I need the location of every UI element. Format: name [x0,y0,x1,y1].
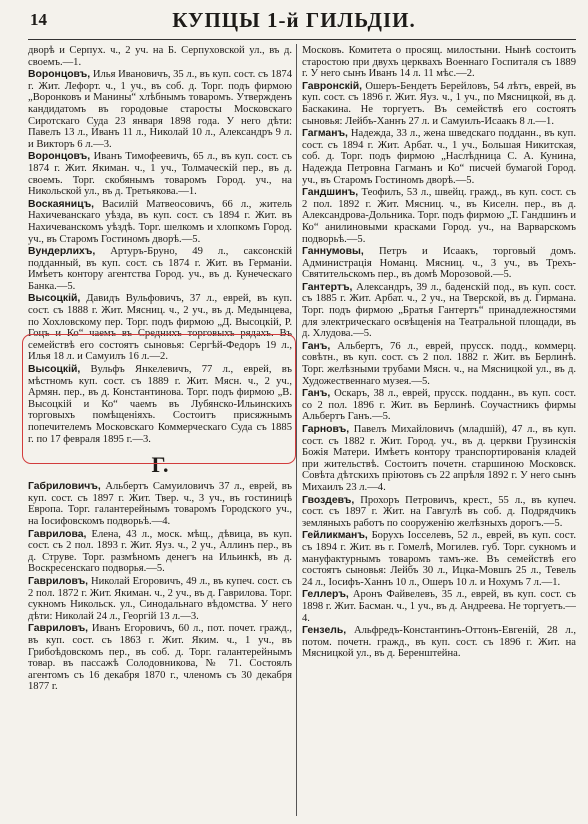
highlight-box [22,334,296,464]
entry-text: Петръ и Исаакъ, торговый домъ. Администрація Номанц. Мясниц. ч., 3 уч., въ Трехъ-Святительскомъ пер., въ домѣ Морозовой.—5. [302,246,576,281]
entry-surname: Гавронскій, [302,80,363,92]
directory-entry [302,128,576,186]
directory-entry [302,424,576,494]
entry-surname: Высоцкій, [28,364,81,376]
entry-surname: Ганъ, [302,340,331,352]
entry-surname: Гантертъ, [302,281,353,293]
directory-entry [28,45,292,68]
entry-surname: Вундерлихъ, [28,246,96,258]
entry-text: Московъ. Комитета о просящ. милостыни. Нынѣ состоитъ старостою при двухъ церквахъ Военнаго Госпиталя съ 1889 г. У него сынъ Иванъ 14 л. 11 мѣс.—2. [302,45,576,80]
entry-text: Елена, 43 л., моск. мѣщ., дѣвица, въ куп. сост. съ 2 пол. 1893 г. Жит. Яуз. ч., 2 уч., Аллинъ пер., въ д. Струве. Торг. размѣномъ денегъ на Ильинкѣ, въ д. Воскресенскаго подворья.—5. [28,528,292,575]
entry-surname: Гейликманъ, [302,530,368,542]
section-letter-heading: Г. [151,452,169,478]
entry-surname: Ганъ, [302,388,331,400]
entry-text: Василій Матвеосовичъ, 66 л., житель Нахичеванскаго уѣзда, въ куп. сост. съ 1894 г. Жит. въ Нахичеванскомъ уѣздѣ. Торг. шелкомъ и хлопкомъ Город. уч., въ Старомъ Гостиномъ дворѣ.—5. [28,198,292,245]
entry-text: Илья Ивановичъ, 35 л., въ куп. сост. съ 1874 г. Жит. Лефорт. ч., 1 уч., въ соб. д. Торг. подъ фирмою „Воронковъ и Манины“ хлѣбнымъ товаромъ. Утвержденъ кандидатомъ въ городовые старосты Московскаго Сиротскаго Суда 23 января 1898 года. У него дѣти: Павелъ 13 л., Иванъ 11 л., Николай 10 л., Александръ 9 л. и Викторъ 6 л.—3. [28,69,292,150]
directory-entry [28,246,292,292]
entry-text: Оскаръ, 38 л., еврей, прусск. подданн., въ куп. сост. со 2 пол. 1896 г. Жит. въ Берлинѣ. Соучастникъ фирмы Альбертъ Ганъ.—5. [302,388,576,423]
entry-surname: Гарновъ, [302,424,350,435]
entry-text: Альбертъ, 76 л., еврей, прусск. подд., коммерц. совѣтн., въ куп. сост. съ 2 пол. 1882 г. Жит. въ Берлинѣ. Торг. желѣзными трубами Мясн. ч., на Мясницкой ул., въ д. Художественнаго музея.—5. [302,340,576,387]
directory-entry [28,151,292,197]
entry-surname: Воскаяницъ, [28,198,95,210]
entry-text: Борухъ Іосселевъ, 52 л., еврей, въ куп. сост. съ 1894 г. Жит. въ г. Гомелѣ, Могилев. губ. Торг. сукномъ и мануфактурнымъ товаромъ тамъ-же. Въ семействѣ его состоятъ сыновья: Лейбъ 30 л., Ицка-Мовшъ 25 л., Тевель 24 л., Іосифъ-Ханнъ 10 л., Ошеръ 10 л. и Нохумъ 7 л.—1. [302,530,576,588]
entry-text: дворѣ и Серпух. ч., 2 уч. на Б. Серпуховской ул., въ д. своемъ.—1. [28,45,292,68]
entry-text: Павелъ Михайловичъ (младшій), 47 л., въ куп. сост. съ 1882 г. Жит. Город. уч., въ д. церкви Грузинскія Божія Матери. Имѣетъ контору транспортированія кладей при жительствѣ. Состоитъ почетн. старшиною Московск. Совѣта дѣтскихъ пріютовъ съ 22 апрѣля 1892 г. У него сынъ Михаилъ 23 л.—4. [302,424,576,493]
page-title: КУПЦЫ 1-й ГИЛЬДІИ. [172,8,416,32]
directory-entry [302,388,576,423]
directory-entry [28,623,292,693]
directory-entry [302,81,576,127]
page-number: 14 [30,10,47,29]
entry-text: Аронъ Файвелевъ, 35 л., еврей, въ куп. сост. съ 1898 г. Жит. Басман. ч., 1 уч., въ д. Андреева. Не торгуетъ.—4. [302,589,576,624]
entry-surname: Гагманъ, [302,128,348,140]
entry-text: Прохоръ Петровичъ, крест., 55 л., въ купеч. сост. съ 1897 г. Жит. на Гавгулѣ въ соб. д. Подрядчикъ земляныхъ работъ по сооруженію желѣзныхъ дорогъ.—5. [302,494,576,529]
directory-entry [302,45,576,80]
directory-entry [302,589,576,624]
entry-text: Александръ, 39 л., баденскій под., въ куп. сост. съ 1885 г. Жит. Арбат. ч., 2 уч., на Тверской, въ д. Гирмана. Торг. подъ фирмою „Братья Гантертъ“ принадлежностями для электрическаго освѣщенія на Театральной площади, въ д. Хлудова.—5. [302,281,576,340]
entry-surname: Гензель, [302,625,347,637]
entry-surname: Геллеръ, [302,589,349,601]
entry-text: Иванъ Тимофеевичъ, 65 л., въ куп. сост. съ 1874 г. Жит. Якиман. ч., 1 уч., Толмаческій пер., въ д. своемъ. Торг. скобянымъ товаромъ Город. уч., на Никольской ул., въ д. Третьякова.—1. [28,151,292,198]
right-column [302,45,576,824]
entry-surname: Высоцкій, [28,293,81,305]
entry-surname: Гавриловъ, [28,623,89,635]
entry-surname: Габриловичъ, [28,481,101,493]
entry-text: Теофилъ, 53 л., швейц. гражд., въ куп. сост. съ 2 пол. 1892 г. Жит. Мясниц. ч., въ Киселн. пер., въ д. Александрова-Дольника. Торг. подъ фирмою „Т. Гандшинъ и Ко“ анилиновыми красками Город. уч., на Варварскомъ подворьѣ.—5. [302,187,576,245]
entry-text: Иванъ Егоровичъ, 60 л., пот. почет. гражд., въ куп. сост. съ 1863 г. Жит. Яким. ч., 1 уч., въ Грибоѣдовскомъ пер., въ соб. д. Торг. галантерейнымъ товар. въ пассажѣ Солодовникова, № 71. Состоялъ агентомъ съ 16 декабря 1870 г., членомъ съ 30 декабря 1877 г. [28,623,292,693]
entry-text: Альфредъ-Константинъ-Оттонъ-Евгеній, 28 л., потом. почетн. гражд., въ куп. сост. съ 1896 г. Жит. на Мясницкой ул., въ д. Беренштейна. [302,625,576,660]
entry-surname: Воронцовъ, [28,151,91,163]
entry-surname: Ганнумовы, [302,246,364,258]
entry-surname: Гаврилова, [28,528,87,540]
entry-surname: Гандшинъ, [302,187,359,199]
entry-surname: Гавриловъ, [28,575,89,587]
entry-text: Давидъ Вульфовичъ, 37 л., еврей, въ куп. сост. съ 1888 г. Жит. Мясниц. ч., 2 уч., въ д. Медынцева, по Хохловскому пер. Торг. подъ фирмою „Д. Высоцкій, Р. Гоцъ и Ко“ чаемъ въ Среднихъ торговыхъ рядахъ. Въ семействѣ его состоятъ сыновья: Сергѣй-Федоръ 19 л., Илья 18 л. и Самуилъ 16 л.—2. [28,293,292,363]
entry-text: Николай Егоровичъ, 49 л., въ купеч. сост. съ 2 пол. 1872 г. Жит. Якиман. ч., 2 уч., въ д. Гаврилова. Торг. сукномъ Никольск. ул., Синодальнаго вѣдомства. У него дѣти: Николай 24 л., Георгій 13 л.—3. [28,575,292,622]
entry-text: Надежда, 33 л., жена шведскаго подданн., въ куп. сост. съ 1894 г. Жит. Арбат. ч., 1 уч., Большая Никитская, соб. д. Торг. подъ фирмою „Наслѣдница С. А. Кунина, Надежда Петровна Гагманъ и Ко“ писчей бумагой Город. уч., въ Старомъ Гостиномъ дворѣ.—5. [302,128,576,186]
column-divider [296,44,297,816]
header-rule [28,39,576,40]
directory-entry [302,625,576,660]
directory-entry [28,481,292,527]
entry-text: Альбертъ Самуиловичъ 37 л., еврей, въ куп. сост. съ 1897 г. Жит. Твер. ч., 3 уч., въ гостиницѣ Европа. Торг. галантерейнымъ товаромъ Городского уч., на Іосифовскомъ подворьѣ.—4. [28,481,292,527]
directory-entry [302,187,576,245]
directory-entry [28,529,292,575]
directory-entry [302,495,576,530]
entry-surname: Гвоздевъ, [302,494,355,506]
entry-surname: Воронцовъ, [28,69,91,81]
directory-entry [28,199,292,245]
directory-entry [28,576,292,622]
entry-text: Ошеръ-Бендетъ Берейловъ, 54 лѣтъ, еврей, въ куп. сост. съ 1896 г. Жит. Яуз. ч., 1 уч., по Мясницкой, въ д. Баскакина. Не торгуетъ. Въ семействѣ его состоятъ сыновья: Лейбъ-Ханнъ 27 л. и Самуилъ-Исаакъ 8 л.—1. [302,80,576,127]
directory-entry [302,530,576,588]
directory-entry [302,341,576,387]
entry-text: Вульфъ Янкелевичъ, 77 л., еврей, въ мѣстномъ куп. сост. съ 1889 г. Жит. Мясн. ч., 2 уч., Армян. пер., въ д. Константинова. Торг. подъ фирмою „В. Высоцкій и Ко“ чаемъ въ Лубянско-Ильинскихъ торговыхъ помѣщеніяхъ. Состоитъ присяжнымъ попечителемъ Московскаго Коммерческаго Суда съ 1885 г. по 17 февраля 1895 г.—3. [28,364,292,445]
entry-text: Артуръ-Бруно, 49 л., саксонскій подданный, въ куп. сост. съ 1874 г. Жит. въ Германіи. Имѣетъ контору агентства Город. уч., въ д. Кунеческаго Банка.—5. [28,246,292,292]
directory-entry [302,246,576,281]
directory-entry [28,69,292,150]
directory-entry [302,282,576,340]
